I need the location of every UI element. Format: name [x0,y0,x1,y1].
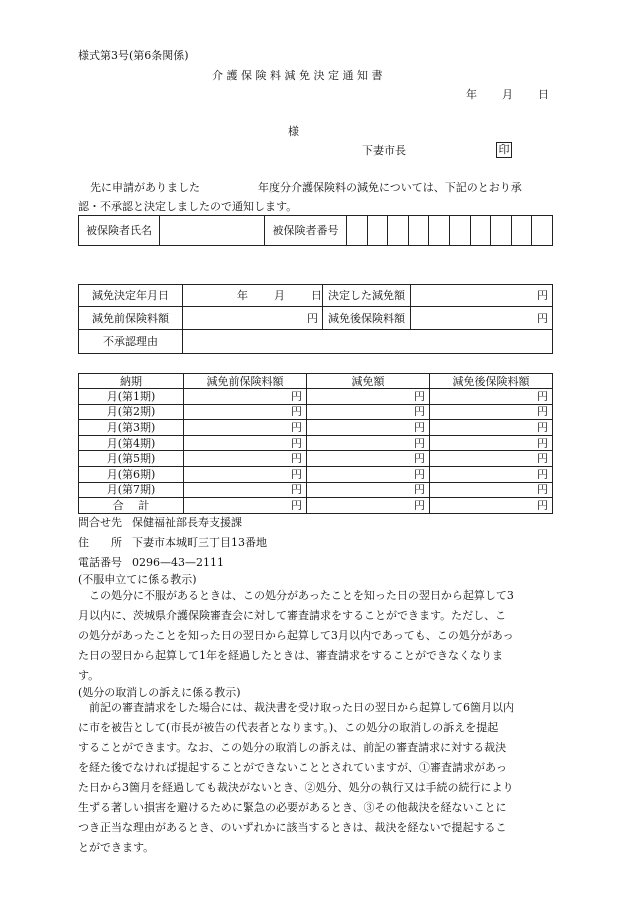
decision-table [78,284,553,354]
decision-date-year: 年 [237,289,248,302]
lawsuit-line: とができます。 [78,841,155,854]
periods-header-reduction: 減免額 [307,374,430,389]
addressee-suffix: 様 [288,125,299,138]
lawsuit-heading: (処分の取消しの訴えに係る教示) [78,686,241,699]
period-label: 月(第7期) [79,482,184,498]
lawsuit-line: を経た後でなければ提起することができないこととされていますが、①審査請求があっ [78,761,507,774]
insured-name-field[interactable] [160,216,265,246]
objection-paragraph [78,586,554,686]
issuer-name: 下妻市長 [362,144,406,157]
period-before-cell[interactable]: 円 [184,435,307,451]
table-row [79,435,553,451]
periods-table [78,373,553,514]
lawsuit-line: つき正当な理由があるとき、のいずれかに該当するときは、裁決を経ないで提起するこ [78,821,507,834]
insured-number-box[interactable] [532,216,553,246]
period-after-cell[interactable]: 円 [430,466,553,482]
insured-number-box[interactable] [491,216,512,246]
insured-number-box[interactable] [470,216,491,246]
objection-line: た日の翌日から起算して1年を経過したときは、審査請求をすることができなくなりま [78,649,503,662]
period-after-cell[interactable]: 円 [430,435,553,451]
period-before-cell[interactable]: 円 [184,482,307,498]
period-label: 月(第1期) [79,389,184,405]
objection-line: の処分があったことを知った日の翌日から起算して3月以内であっても、この処分があっ [78,629,514,642]
period-label: 月(第2期) [79,404,184,420]
table-row [79,466,553,482]
period-after-cell[interactable]: 円 [430,389,553,405]
before-amount-label: 減免前保険料額 [79,307,183,330]
periods-header-before: 減免前保険料額 [184,374,307,389]
decision-date-month: 月 [274,289,285,302]
insured-number-box[interactable] [388,216,409,246]
period-reduction-cell[interactable]: 円 [307,435,430,451]
lawsuit-line: た日から3箇月を経過しても裁決がないとき、②処分、処分の執行又は手続の続行により [78,781,514,794]
date-month: 月 [502,88,513,101]
decided-amount-field[interactable]: 円 [411,285,553,307]
period-label: 月(第5期) [79,451,184,467]
document-title: 介 護 保 険 料 減 免 決 定 通 知 書 [212,69,383,82]
phone-label: 電話番号 [78,556,122,569]
lawsuit-line: 生ずる著しい損害を避けるために緊急の必要があるとき、③その他裁決を経ないことに [78,801,507,814]
table-row [79,389,553,405]
after-amount-field[interactable]: 円 [411,307,553,330]
insured-name-label: 被保険者氏名 [79,216,160,246]
decided-amount-label: 決定した減免額 [323,285,411,307]
date-year: 年 [466,88,477,101]
period-reduction-cell[interactable]: 円 [307,389,430,405]
period-label: 月(第6期) [79,466,184,482]
period-after-cell[interactable]: 円 [430,482,553,498]
after-amount-label: 減免後保険料額 [323,307,411,330]
insured-number-box[interactable] [449,216,470,246]
rejection-reason-label: 不承認理由 [79,330,183,354]
table-total-row [79,498,553,514]
period-after-cell[interactable]: 円 [430,451,553,467]
table-row [79,451,553,467]
period-before-cell[interactable]: 円 [184,451,307,467]
period-before-cell[interactable]: 円 [184,389,307,405]
total-label: 合 計 [79,498,184,514]
objection-line: 月以内に、茨城県介護保険審査会に対して審査請求をすることができます。ただし、こ [78,609,507,622]
insured-number-label: 被保険者番号 [265,216,347,246]
table-row [79,482,553,498]
seal-stamp [496,142,512,158]
period-reduction-cell[interactable]: 円 [307,482,430,498]
period-label: 月(第4期) [79,435,184,451]
lawsuit-line: することができます。なお、この処分の取消しの訴えは、前記の審査請求に対する裁決 [78,741,507,754]
period-before-cell[interactable]: 円 [184,420,307,436]
period-after-cell[interactable]: 円 [430,420,553,436]
period-after-cell[interactable]: 円 [430,404,553,420]
insured-number-box[interactable] [347,216,368,246]
period-before-cell[interactable]: 円 [184,466,307,482]
rejection-reason-field[interactable] [183,330,553,354]
period-reduction-cell[interactable]: 円 [307,466,430,482]
lawsuit-line: 前記の審査請求をした場合には、裁決書を受け取った日の翌日から起算して6箇月以内 [89,701,514,714]
periods-header-after: 減免後保険料額 [430,374,553,389]
intro-part1: 先に申請がありました [90,181,200,194]
seal-mark: 印 [496,142,512,158]
lawsuit-paragraph [78,698,554,858]
inquiry-label: 問合せ先 [78,516,122,529]
insured-number-box[interactable] [429,216,450,246]
objection-line: この処分に不服があるときは、この処分があったことを知った日の翌日から起算して3 [89,589,514,602]
inquiry-value: 保健福祉部長寿支援課 [132,516,242,529]
total-after-cell[interactable]: 円 [430,498,553,514]
total-before-cell[interactable]: 円 [184,498,307,514]
form-number: 様式第3号(第6条関係) [78,49,189,62]
period-label: 月(第3期) [79,420,184,436]
insured-number-box[interactable] [367,216,388,246]
decision-date-day: 日 [311,289,322,302]
period-reduction-cell[interactable]: 円 [307,404,430,420]
decision-date-field[interactable] [183,285,323,307]
total-reduction-cell[interactable]: 円 [307,498,430,514]
period-before-cell[interactable]: 円 [184,404,307,420]
insured-number-box[interactable] [408,216,429,246]
table-row [79,404,553,420]
address-value: 下妻市本城町三丁目13番地 [132,536,267,549]
period-reduction-cell[interactable]: 円 [307,420,430,436]
address-label: 住 所 [78,536,122,549]
date-day: 日 [538,88,549,101]
objection-heading: (不服申立てに係る教示) [78,573,197,586]
insured-table [78,215,553,246]
phone-value: 0296—43—2111 [132,556,224,569]
objection-line: す。 [78,669,100,682]
before-amount-field[interactable]: 円 [183,307,323,330]
lawsuit-line: に市を被告として(市長が被告の代表者となります。)、この処分の取消しの訴えを提起 [78,721,499,734]
period-reduction-cell[interactable]: 円 [307,451,430,467]
insured-number-box[interactable] [511,216,532,246]
table-row [79,420,553,436]
intro-line2: 認・不承認と決定しましたので通知します。 [78,200,298,213]
intro-part2: 年度分介護保険料の減免については、下記のとおり承 [258,181,522,194]
decision-date-label: 減免決定年月日 [79,285,183,307]
periods-header-term: 納期 [79,374,184,389]
